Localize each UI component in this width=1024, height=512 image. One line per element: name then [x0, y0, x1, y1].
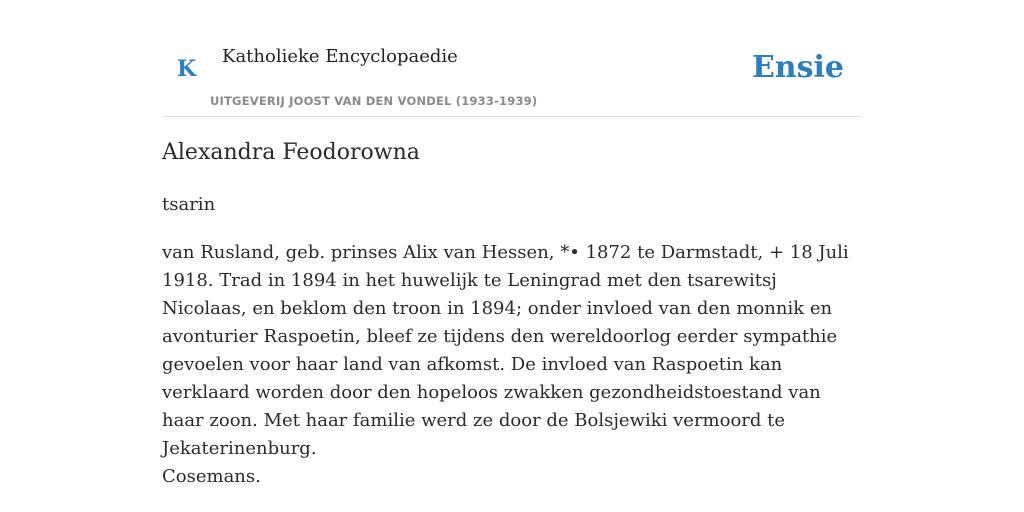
article-subtitle: tsarin [162, 194, 216, 215]
page [162, 0, 862, 487]
article-title: Alexandra Feodorowna [162, 140, 420, 165]
publication-header [162, 0, 862, 117]
ensie-logo-link[interactable]: Ensie [751, 50, 844, 85]
publication-logo[interactable]: K [177, 56, 197, 82]
publisher-label: UITGEVERIJ JOOST VAN DEN VONDEL (1933-1939) [210, 94, 538, 108]
article-body: van Rusland, geb. prinses Alix van Hessen, *• 1872 te Darmstadt, + 18 Juli 1918. Trad in 1894 in het huwelijk te Leningrad met den tsarewitsj Nicolaas, en beklom den troon in 1894; onder invloed van den monnik en avonturier Raspoetin, bleef ze tijdens den wereldoorlog eerder sympathie gevoelen voor haar land van afkomst. De invloed van Raspoetin kan verklaard worden door den hopeloos zwakken gezondheidstoestand van haar zoon. Met haar familie werd ze door de Bolsjewiki vermoord te Jekaterinenburg. [162, 242, 849, 459]
publication-title[interactable]: Katholieke Encyclopaedie [222, 46, 458, 67]
article-author: Cosemans. [162, 466, 261, 487]
